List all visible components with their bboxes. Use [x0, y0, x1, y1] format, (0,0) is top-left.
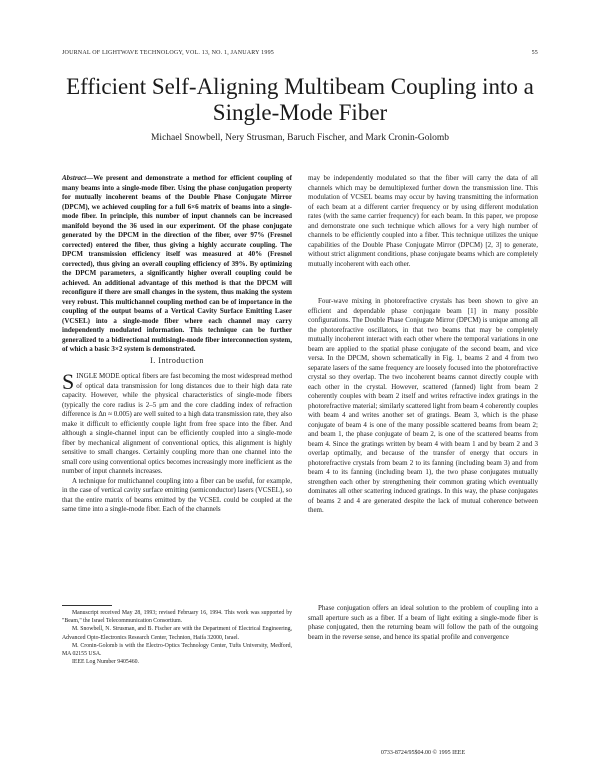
running-header [62, 50, 538, 60]
right-paragraph-2: Four-wave mixing in photorefractive crystals has been shown to give an efficient and dependable phase conjugate beam [1] in many possible configurations. The Double Phase Conjugate Mirror (DPCM) is unique among all the photorefractive oscillators, in that two beams that may be completely mutually incoherent interact with each other where the temporal variations in one beam are applied to the spatial phase conjugate of the second beam, and vice versa. In the DPCM, shown schematically in Fig. 1, beams 2 and 4 from two separate lasers of the same frequency are loosely focused into the photorefractive crystal so they overlap. The two incoherent beams cannot directly couple with each other in the crystal. However, scattered (fanned) light from beam 2 coherently couples with beam 2 itself and writes refractive index gratings in the photorefractive material; similarly scattered light from beam 4 coherently couples with beam 4 and writes another set of gratings. Beam 3, which is the phase conjugate of beam 4 is one of the many possible scattered beams from beam 2; and beam 1, the phase conjugate of beam 2, is one of the scattered beams from beam 4. Since the gratings written by beam 4 with beam 1 and by beam 2 and 3 overlap optimally, and because of the transfer of energy that occurs in photorefractive crystals from beam 2 to its fanning (including beam 3) and from beam 4 to its fanning (including beam 1), the two phase conjugates mutually strengthen each other by strengthening their common grating which eventually dominates all other scattering induced gratings. In this way, the phase conjugates of beams 2 and 4 are generated despite the lack of mutual coherence between them. [308, 297, 538, 514]
footnote-log-number: IEEE Log Number 9405460. [72, 659, 139, 666]
footnotes [62, 609, 292, 666]
intro-paragraph-1: INGLE MODE optical fibers are fast becoming the most widespread method of optical data transmission for long distances due to their high data rate capacity. However, while the physical characteristics of single-mode fibers (typically the core radius is 2–5 μm and the core cladding index of refraction difference is Δn ≈ 0.005) are well suited to a high data transmission rate, they also make it difficult to efficiently couple light from free space into the fiber. And although a single-channel input can be efficiently coupled into a single-mode fiber by mechanical alignment of conventional optics, this alignment is highly sensitive to small changes. Certainly coupling more than one channel into the small core using conventional optics becomes increasingly more inefficient as the number of input channels increases. [62, 372, 293, 475]
right-paragraph-1: may be independently modulated so that the fiber will carry the data of all channels which may be demultiplexed further down the transmission line. This modulation of VCSEL beams may occur by having transmitting the information of each beam at a different carrier frequency or by using different modulation rates (with the same carrier frequency) for each beam. In this paper, we propose and demonstrate one such technique which allows for a very high number of channels to be efficiently coupled into a fiber. This technique utilizes the unique capabilities of the Double Phase Conjugate Mirror (DPCM) [2, 3] to generate, without strict alignment conditions, phase conjugate beams which are completely mutually incoherent with each other. [308, 174, 538, 268]
footnote-affiliation-1: M. Snowbell, N. Strusman, and B. Fischer are with the Department of Electrical Engineering, Advanced Opto-Electronics Research Center, Technion, Haifa 32000, Israel. [62, 626, 292, 641]
abstract-text: We present and demonstrate a method for efficient coupling of many beams into a single-mode fiber. Using the phase conjugation property for mutually incoherent beams of the Double Phase Conjugate Mirror (DPCM), we achieved coupling for a full 6×6 matrix of beams into a single-mode fiber. In principle, this number of input channels can be increased manifold beyond the 36 used in our experiment. Of the phase conjugate generated by the DPCM in the direction of the fiber, over 97% (Fresnel corrected) entered the fiber, thus giving a highly accurate coupling. The DPCM transmission efficiency itself was measured at 40% (Fresnel corrected), thus giving an overall coupling efficiency of 39%. By optimizing the DPCM parameters, a significantly higher overall coupling could be achieved. An additional advantage of this method is that the DPCM will reconfigure if there are small changes in the system, thus making the system very robust. This multichannel coupling method can be of importance in the coupling of the output beams of a Vertical Cavity Surface Emitting Laser (VCSEL) into a single-mode fiber where each channel may carry independently modulated information. This technique can be further generalized to a bidirectional multisingle-mode fiber interconnection system, of which a basic 3×2 system is demonstrated. [62, 174, 292, 353]
copyright-footer: 0733-8724/95$04.00 © 1995 IEEE [380, 750, 466, 756]
footnote-affiliation-2: M. Cronin-Golomb is with the Electro-Optics Technology Center, Tufts University, Medford, MA 02155 USA. [62, 642, 292, 658]
intro-text [62, 369, 293, 515]
paper-title: Efficient Self-Aligning Multibeam Coupling into a Single-Mode Fiber [66, 74, 534, 125]
footnote-rule [62, 605, 112, 606]
drop-cap: S [62, 369, 75, 394]
journal-name: JOURNAL OF LIGHTWAVE TECHNOLOGY, VOL. 13, NO. 1, JANUARY 1995 [62, 50, 274, 56]
intro-paragraph-2: A technique for multichannel coupling into a fiber can be useful, for example, in the case of vertical cavity surface emitting (semiconductor) lasers (VCSEL), so that the entire matrix of beams emitted by the VCSEL could be coupled at the same time into a single-mode fiber. Each of the channels [62, 476, 292, 513]
abstract [62, 174, 292, 355]
abstract-lead: Abstract— [62, 174, 94, 182]
footnote-manuscript: Manuscript received May 28, 1993; revised February 16, 1994. This work was supported by "Beam," the Israel Telecommunication Consortium. [62, 610, 292, 625]
right-paragraph-3: Phase conjugation offers an ideal solution to the problem of coupling into a small aperture such as a fiber. If a beam of light exiting a single-mode fiber is phase conjugated, then the returning beam will follow the path of the outgoing beam in the reverse sense, and hence its spatial profile and convergence [308, 604, 538, 641]
author-list: Michael Snowbell, Nery Strusman, Baruch Fischer, and Mark Cronin-Golomb [150, 133, 450, 143]
page-number: 55 [531, 50, 538, 56]
section-heading: I. Introduction [150, 356, 204, 365]
